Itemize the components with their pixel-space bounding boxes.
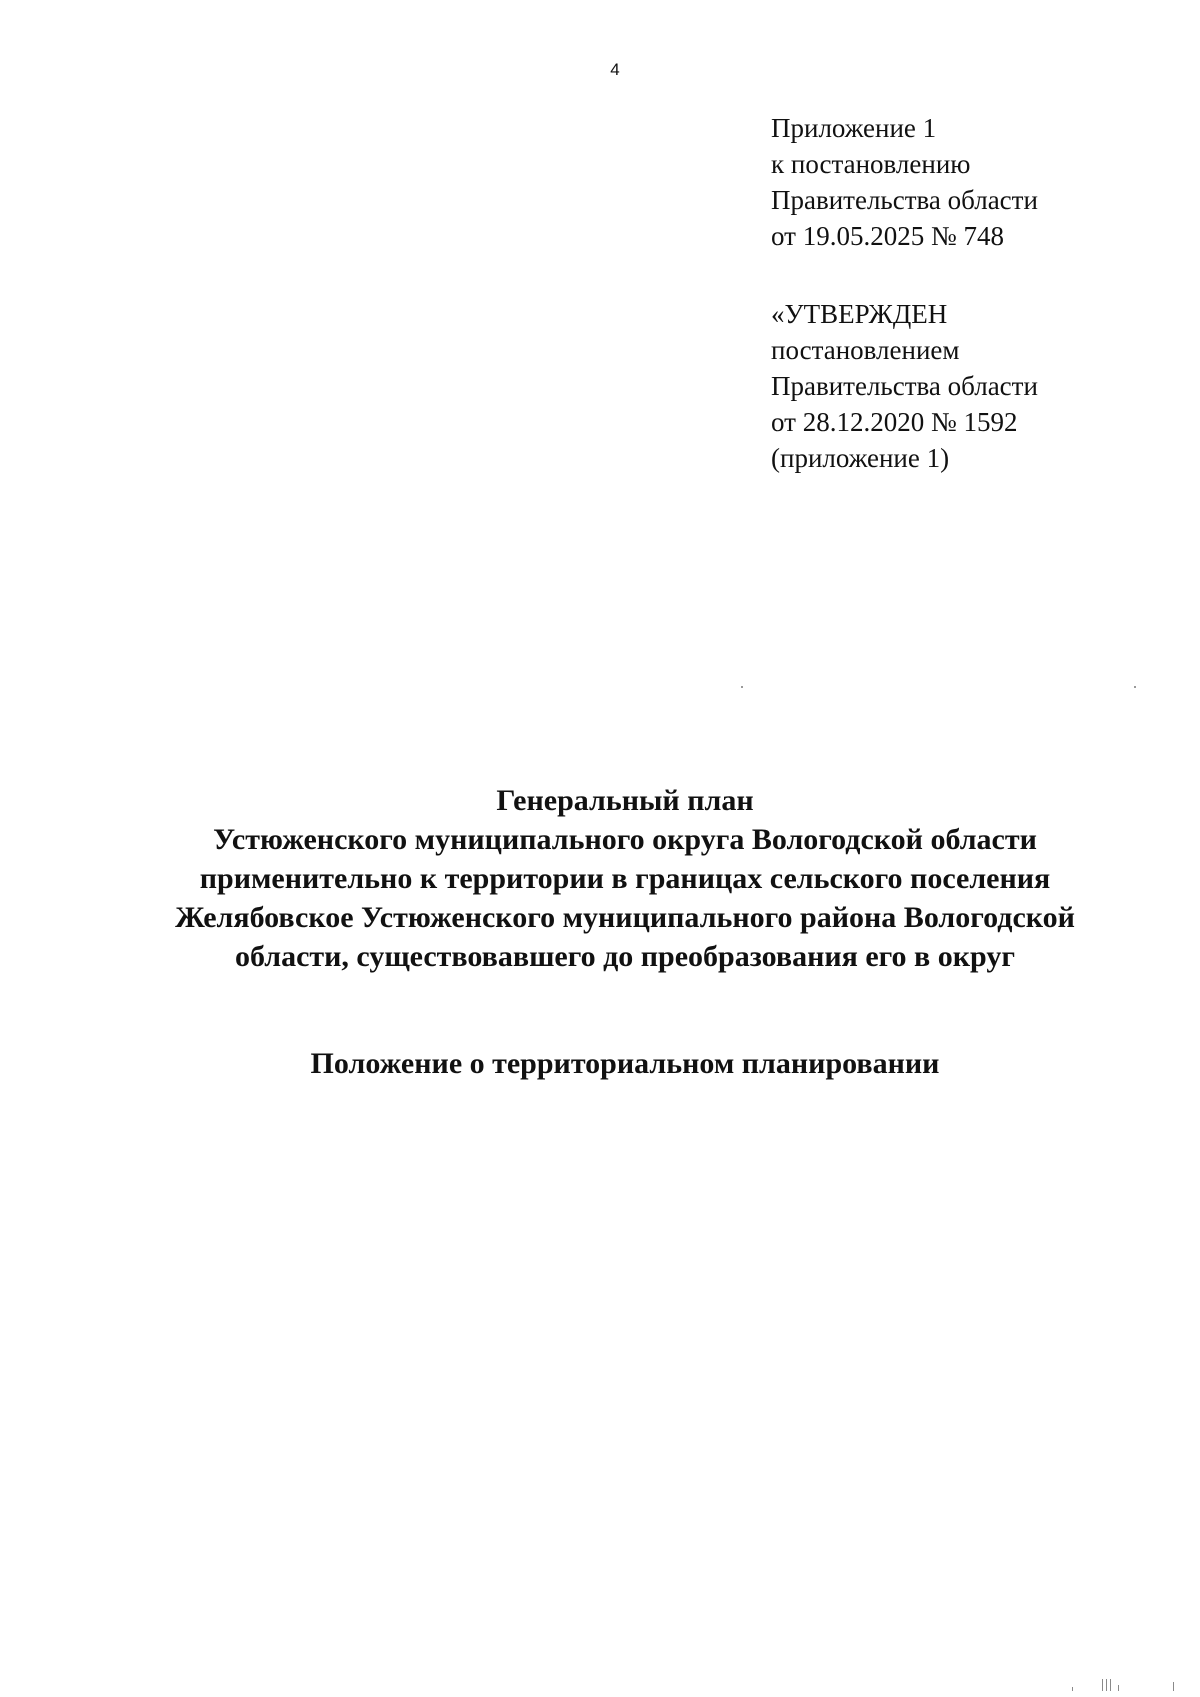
document-title [0,781,1200,976]
scan-speck [741,686,743,688]
approval-line: постановлением [771,335,960,365]
approval-line: от 28.12.2020 № 1592 [771,407,1018,437]
title-line: Устюженского муниципального округа Вологодской области [213,823,1037,856]
annex-line: Приложение 1 [771,113,937,143]
title-line: Генеральный план [496,784,754,817]
scan-edge-marks [1062,1677,1182,1691]
annex-line: Правительства области [771,185,1038,215]
title-line: Желябовское Устюженского муниципального района Вологодской [175,901,1075,934]
scan-speck [1134,686,1136,688]
annex-line: к постановлению [771,149,971,179]
approval-line: Правительства области [771,371,1038,401]
approval-line: «УТВЕРЖДЕН [771,299,948,329]
title-line: области, существовавшего до преобразования его в округ [235,940,1015,973]
page-number: 4 [610,60,620,79]
document-subtitle: Положение о территориальном планировании [310,1047,940,1080]
approval-line: (приложение 1) [771,443,950,473]
title-line: применительно к территории в границах сельского поселения [199,862,1051,895]
annex-line: от 19.05.2025 № 748 [771,221,1004,251]
annex-spacer [771,254,1038,296]
annex-reference [771,110,1038,476]
